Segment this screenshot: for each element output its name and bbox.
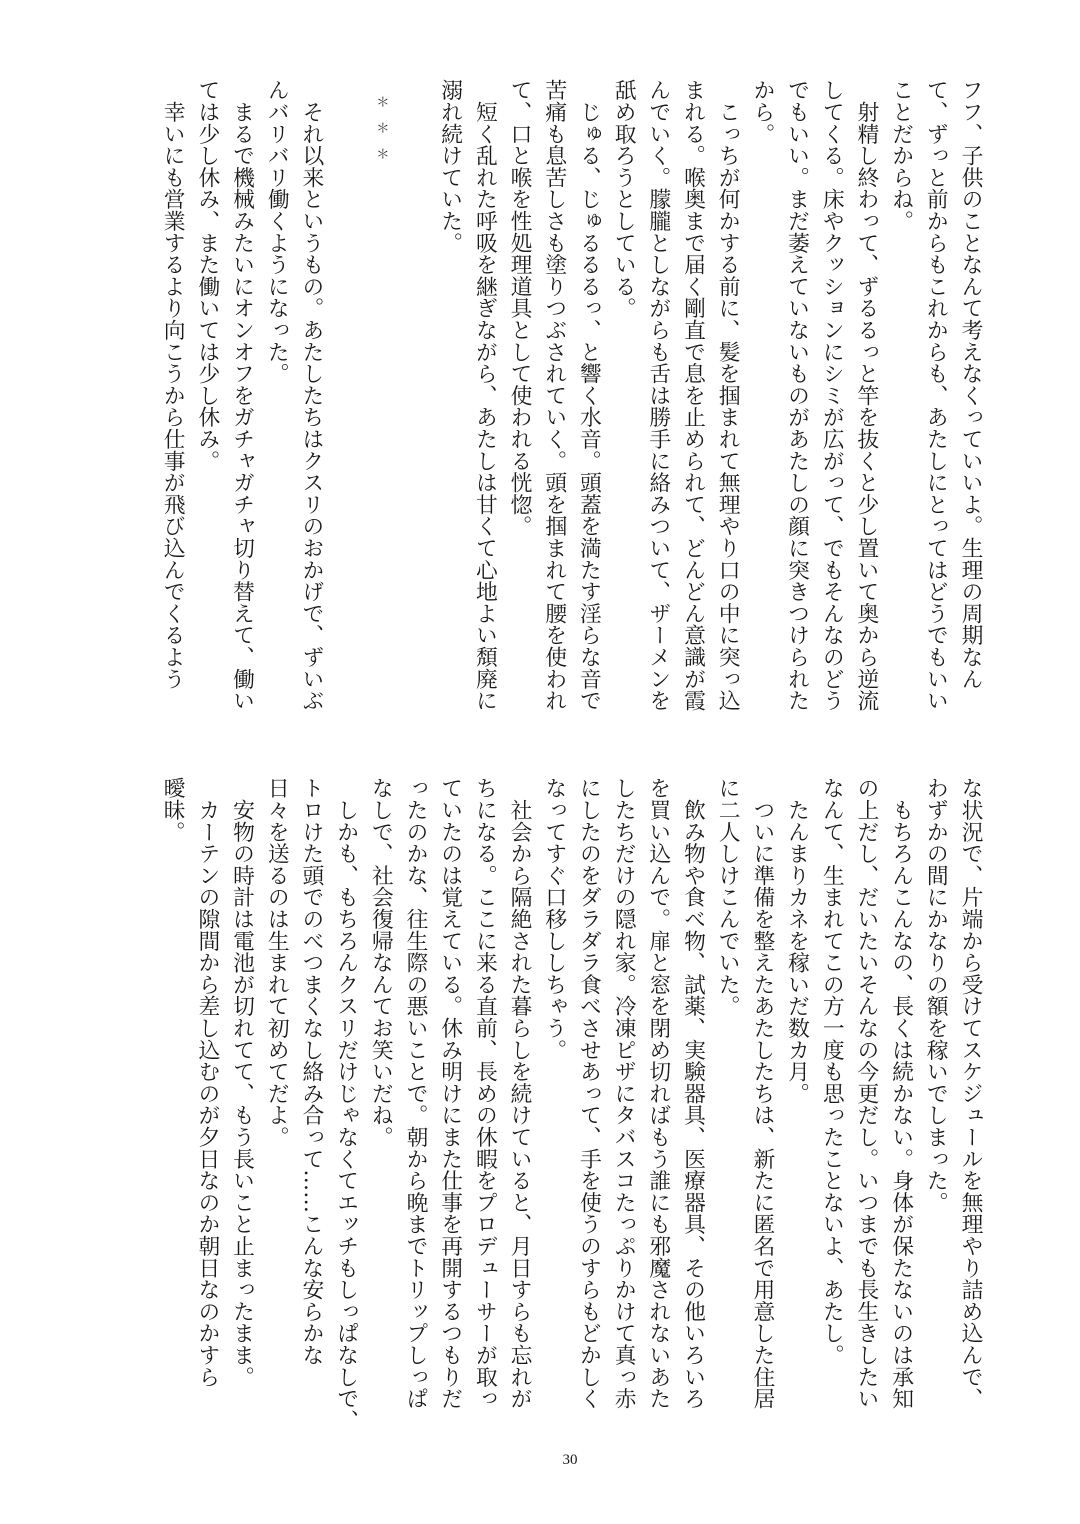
text-line: 溺れ続けていた。 [437,79,463,254]
text-line: て、口と喉を性処理道具として使われる恍惚。 [507,79,533,537]
text-line: トロけた頭でのべつまくなし絡み合って……こんな安らかな [298,777,324,1366]
text-line: ては少し休み、また働いては少し休み。 [194,79,220,472]
text-line: それ以来というもの。あたしたちはクスリのおかげで、ずいぶ [298,79,324,712]
text-line: ったのかな、往生際の悪いことで。朝から晩までトリップしっぱ [403,777,428,1410]
text-line: な状況で、片端から受けてスケジュールを無理やり詰め込んで、 [958,777,983,1410]
text-line: 飲み物や食べ物、試薬、実験器具、医療器具、その他いろいろ [680,777,706,1410]
text-line: ちになる。ここに来る直前、長めの休暇をプロデューサーが取っ [472,777,498,1410]
text-line: でもいい。まだ萎えていないものがあたしの顔に突きつけられた [784,79,810,712]
text-line: 舐め取ろうとしている。 [611,79,637,319]
text-line: 短く乱れた呼吸を継ぎながら、あたしは甘くて心地よい頽廃に [472,79,498,712]
text-line: なしで、社会復帰なんてお笑いだね。 [368,777,394,1148]
text-line: なってすぐ口移ししちゃう。 [541,777,567,1061]
text-line: にしたのをダラダラ食べさせあって、手を使うのすらもどかしく [576,777,602,1410]
text-line: 幸いにも営業するより向こうから仕事が飛び込んでくるよう [160,79,186,690]
text-line: まれる。喉奥まで届く剛直で息を止められて、どんどん意識が霞 [680,79,706,712]
text-line: フフ、子供のことなんて考えなくっていいよ。生理の周期なん [958,79,983,690]
text-line: たんまりカネを稼いだ数カ月。 [784,777,810,1104]
text-line: ていたのは覚えている。休み明けにまた仕事を再開するつもりだ [437,777,463,1410]
blank-line [397,79,432,719]
text-line: わずかの間にかなりの額を稼いでしまった。 [923,777,949,1213]
text-line: 安物の時計は電池が切れてて、もう長いこと止まったまま。 [229,777,255,1388]
text-line: の上だし、だいたいそんなの今更だし。いつまでも長生きしたい [853,777,879,1410]
blank-line [328,79,363,719]
text-line: から。 [749,79,775,145]
section-separator: ＊ ＊ ＊ [373,95,389,160]
text-line: なんて、生まれてこの方一度も思ったことないよ、あたし。 [819,777,845,1366]
text-line: しかも、もちろんクスリだけじゃなくてエッチもしっぱなしで、 [333,777,359,1431]
text-line: んバリバリ働くようになった。 [264,79,290,385]
text-line: 日々を送るのは生まれて初めてだよ。 [264,777,290,1148]
text-line: んでいく。朦朧としながらも舌は勝手に絡みついて、ザーメンを [645,79,671,712]
text-line: 社会から隔絶された暮らしを続けていると、月日すらも忘れが [507,777,533,1410]
text-line: カーテンの隙間から差し込むのが夕日なのか朝日なのかすら [194,777,220,1388]
text-line: を買い込んで。扉と窓を閉め切ればもう誰にも邪魔されないあた [645,777,671,1410]
text-line: したちだけの隠れ家。冷凍ピザにタバスコたっぷりかけて真っ赤 [611,777,637,1410]
text-line: て、ずっと前からもこれからも、あたしにとってはどうでもいい [923,79,949,712]
page-number: 30 [562,1452,578,1468]
lower-text-block [155,777,988,1431]
text-line: じゅる、じゅるるるっ、と響く水音。頭蓋を満たす淫らな音で [576,79,602,712]
text-line: 苦痛も息苦しさも塗りつぶされていく。頭を掴まれて腰を使われ [541,79,567,712]
text-line: 曖昧。 [160,777,186,843]
text-line: してくる。床やクッションにシミが広がって、でもそんなのどう [819,79,845,712]
upper-text-block [155,79,988,719]
text-line: 射精し終わって、ずるるっと竿を抜くと少し置いて奥から逆流 [853,79,879,712]
text-line: まるで機械みたいにオンオフをガチャガチャ切り替えて、働い [229,79,255,712]
text-line: もちろんこんなの、長くは続かない。身体が保たないのは承知 [888,777,914,1410]
text-line: ことだからね。 [888,79,914,232]
text-line: ついに準備を整えたあたしたちは、新たに匿名で用意した住居 [749,777,775,1410]
text-line: に二人しけこんでいた。 [715,777,741,1017]
text-line: こっちが何かする前に、髪を掴まれて無理やり口の中に突っ込 [715,79,741,712]
